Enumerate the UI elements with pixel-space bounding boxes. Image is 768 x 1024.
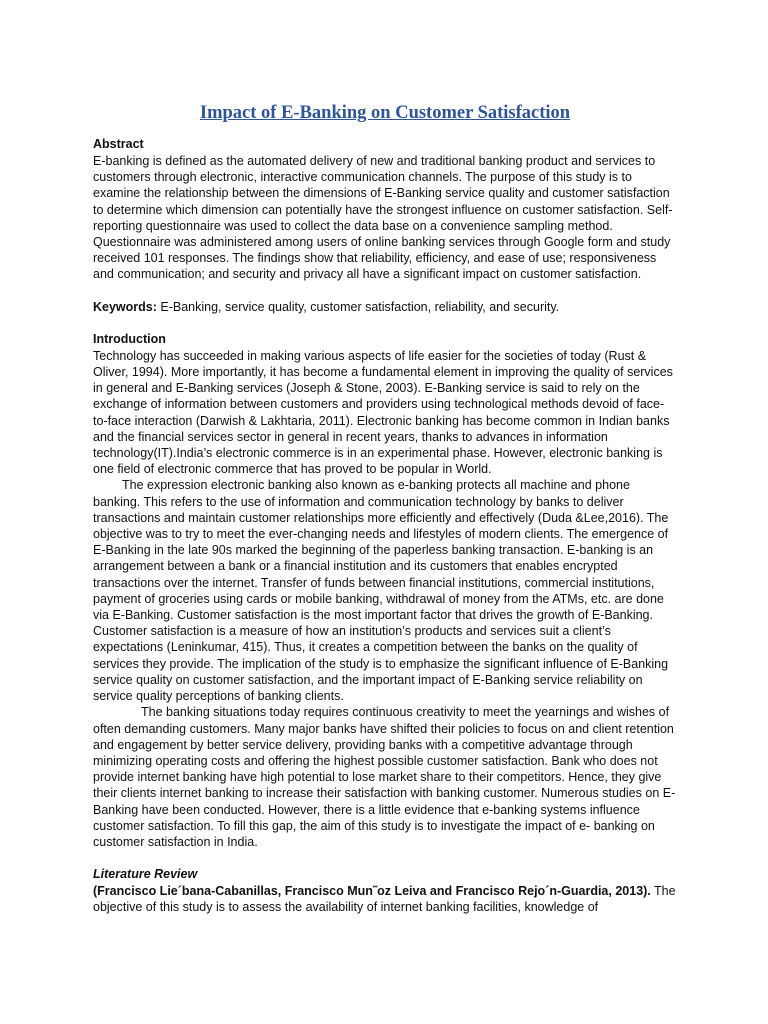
spacer — [93, 283, 677, 299]
literature-review-section — [93, 866, 677, 915]
literature-review-paragraph — [93, 883, 677, 915]
literature-review-heading: Literature Review — [93, 867, 198, 882]
literature-review-text: The objective of this study is to assess the availability of internet banking facilities, knowledge of — [93, 884, 676, 915]
introduction-section — [93, 331, 677, 850]
abstract-section — [93, 136, 677, 283]
introduction-paragraph-2: The expression electronic banking also known as e-banking protects all machine and phone banking. This refers to the use of information and communication technology by banks to deliver transactions and maintain customer relationships more efficiently and effectively (Duda &Lee,2016). The objective was to try to meet the ever-changing needs and lifestyles of modern clients. The emergence of E-Banking in the late 90s marked the beginning of the paperless banking transaction. E-banking is an arrangement between a bank or a financial institution and its customers that enables encrypted transactions over the internet. Transfer of funds between financial institutions, commercial institutions, payment of groceries using cards or mobile banking, withdrawal of money from the ATMs, etc. are done via E-Banking. Customer satisfaction is the most important factor that drives the growth of E-Banking. Customer satisfaction is a measure of how an institution’s products and services suit a client’s expectations (Leninkumar, 415). Thus, it creates a competition between the banks on the quality of services they provide. The implication of the study is to emphasize the significant influence of E-Banking service quality on customer satisfaction, and the important impact of E-Banking service reliability on service quality perceptions of banking clients. — [93, 478, 669, 704]
document-page — [93, 100, 677, 916]
literature-citation: (Francisco Lie´bana-Cabanillas, Francisco Mun˜oz Leiva and Francisco Rejo´n-Guardia, 2013). — [93, 884, 651, 899]
abstract-text: E-banking is defined as the automated delivery of new and traditional banking product and services to customers through electronic, interactive communication channels. The purpose of this study is to examine the relationship between the dimensions of E-Banking service quality and customer satisfaction to determine which dimension can potentially have the strongest influence on customer satisfaction. Self-reporting questionnaire was used to collect the data base on a convenience sampling method. Questionnaire was administered among users of online banking services through Google form and study received 101 responses. The findings show that reliability, efficiency, and ease of use; responsiveness and communication; and security and privacy all have a significant impact on customer satisfaction. — [93, 154, 673, 282]
introduction-paragraph-3: The banking situations today requires continuous creativity to meet the yearnings and wishes of often demanding customers. Many major banks have shifted their policies to focus on and client retention and engagement by better service delivery, providing banks with a competitive advantage through minimizing operating costs and offering the highest possible customer satisfaction. Bank who does not provide internet banking have high potential to lose market share to their competitors. Hence, they give their clients internet banking to increase their satisfaction with banking customer. Numerous studies on E-Banking have been conducted. However, there is a little evidence that e-banking systems influence customer satisfaction. To fill this gap, the aim of this study is to investigate the impact of e- banking on customer satisfaction in India. — [93, 705, 676, 849]
keywords-text: E-Banking, service quality, customer satisfaction, reliability, and security. — [156, 299, 560, 314]
introduction-paragraph-1: Technology has succeeded in making various aspects of life easier for the societies of today (Rust & Oliver, 1994). More importantly, it has become a fundamental element in improving the quality of services in general and E-Banking services (Joseph & Stone, 2003). E-Banking service is said to rely on the exchange of information between customers and providers using technological methods devoid of face-to-face interaction (Darwish & Lakhtaria, 2011). Electronic banking has become common in Indian banks and the financial services sector in general in recent years, thanks to advances in information technology(IT).India’s electronic commerce is in an experimental phase. However, electronic banking is one field of electronic commerce that has proved to be popular in World. — [93, 348, 673, 477]
document-title: Impact of E-Banking on Customer Satisfaction — [199, 103, 571, 123]
abstract-heading: Abstract — [93, 137, 144, 151]
spacer — [93, 315, 677, 331]
introduction-heading: Introduction — [93, 331, 166, 346]
keywords-label: Keywords: — [93, 299, 157, 314]
spacer — [93, 850, 677, 866]
keywords-line — [93, 299, 677, 315]
